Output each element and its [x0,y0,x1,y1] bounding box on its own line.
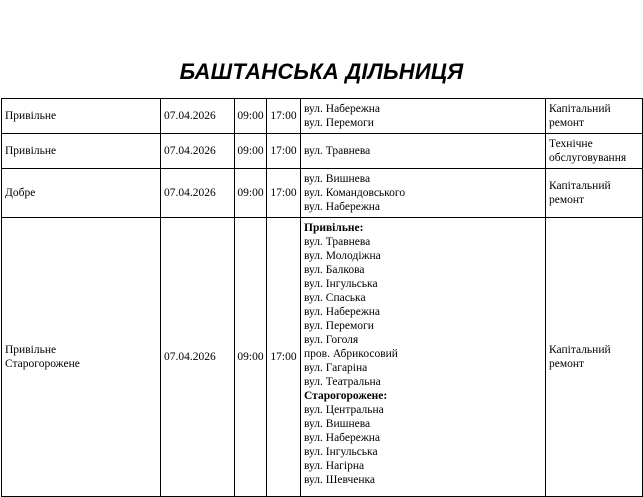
street-name: вул. Гагаріна [304,362,368,374]
date-cell: 07.04.2026 [161,134,235,169]
street-name: вул. Спаська [304,292,366,304]
street-group-heading: Привільне: [304,222,364,234]
date-cell: 07.04.2026 [161,218,235,497]
street-name: вул. Інгульська [304,446,378,458]
time-to-cell: 17:00 [267,169,301,218]
time-from-cell: 09:00 [235,218,267,497]
village-name: Старогорожене [5,358,80,370]
street-name: вул. Набережна [304,306,381,318]
time-from-cell: 09:00 [235,99,267,134]
work-type-line: Капітальний [549,180,611,192]
street-name: вул. Інгульська [304,278,378,290]
time-from-cell: 09:00 [235,134,267,169]
streets-cell [301,99,546,134]
work-type-cell [546,218,643,497]
work-type-cell [546,99,643,134]
page-title: БАШТАНСЬКА ДІЛЬНИЦЯ [179,59,464,84]
street-name: вул. Вишнева [304,418,371,430]
streets-cell [301,169,546,218]
table-row [2,169,643,218]
outage-schedule-table [1,98,643,497]
village-cell [2,134,161,169]
street-name: вул. Шевченка [304,474,376,486]
street-name: вул. Травнева [304,145,371,157]
work-type-line: Капітальний [549,103,611,115]
work-type-line: ремонт [549,117,585,129]
street-name: вул. Центральна [304,404,384,416]
date-cell: 07.04.2026 [161,169,235,218]
street-name: вул. Набережна [304,103,381,115]
work-type-line: ремонт [549,358,585,370]
street-name: пров. Абрикосовий [304,348,398,360]
village-cell [2,169,161,218]
streets-cell [301,134,546,169]
work-type-line: ремонт [549,194,585,206]
village-name: Привільне [5,145,57,157]
table-row [2,134,643,169]
street-group-heading: Старогорожене: [304,390,388,402]
street-name: вул. Травнева [304,236,371,248]
work-type-cell [546,169,643,218]
street-name: вул. Командовського [304,187,406,199]
street-name: вул. Театральна [304,376,381,388]
street-name: вул. Набережна [304,201,381,213]
village-cell [2,218,161,497]
street-name: вул. Нагірна [304,460,365,472]
street-name: вул. Гоголя [304,334,359,346]
village-name: Привільне [5,344,57,356]
street-name: вул. Перемоги [304,320,374,332]
street-name: вул. Вишнева [304,173,371,185]
street-name: вул. Набережна [304,432,381,444]
streets-cell [301,218,546,497]
village-name: Привільне [5,110,57,122]
work-type-line: обслуговування [549,152,627,164]
time-to-cell: 17:00 [267,99,301,134]
work-type-cell [546,134,643,169]
date-cell: 07.04.2026 [161,99,235,134]
work-type-line: Технічне [549,138,593,150]
table-row [2,218,643,497]
street-name: вул. Перемоги [304,117,374,129]
time-to-cell: 17:00 [267,218,301,497]
table-row [2,99,643,134]
village-name: Добре [5,187,36,199]
village-cell [2,99,161,134]
street-name: вул. Молодіжна [304,250,381,262]
time-to-cell: 17:00 [267,134,301,169]
time-from-cell: 09:00 [235,169,267,218]
street-name: вул. Балкова [304,264,365,276]
work-type-line: Капітальний [549,344,611,356]
